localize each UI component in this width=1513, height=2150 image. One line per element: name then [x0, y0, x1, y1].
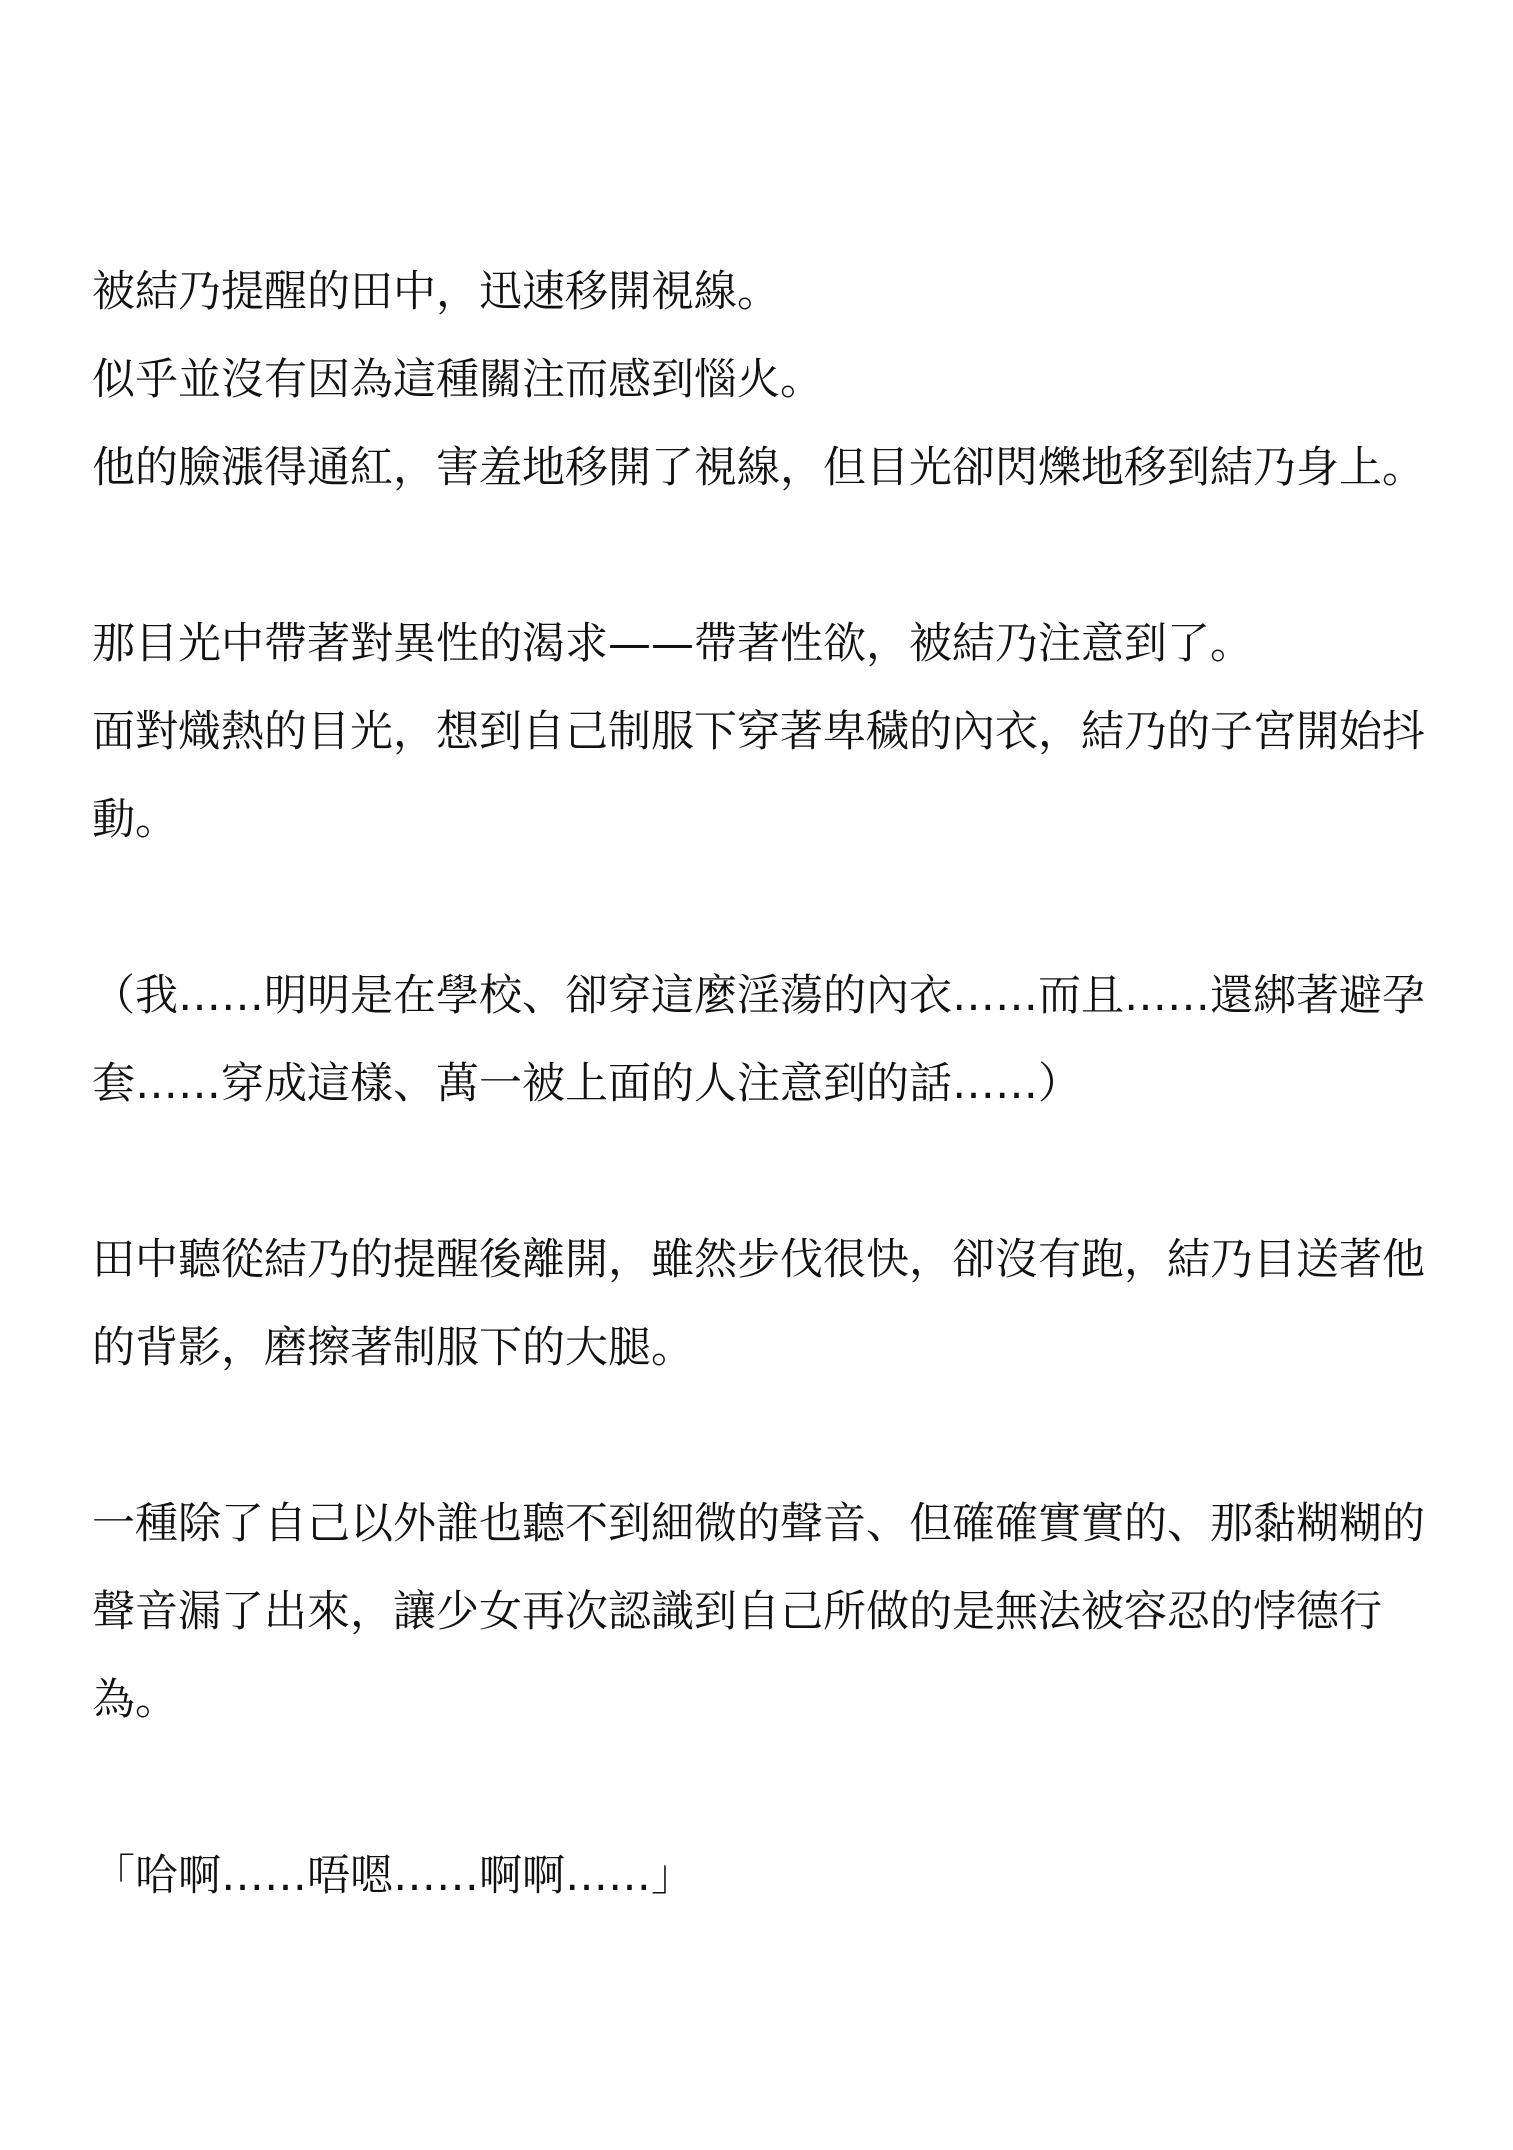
paragraph-gap: [92, 864, 1432, 952]
paragraph: 一種除了自己以外誰也聽不到細微的聲音、但確確實實的、那黏糊糊的聲音漏了出來，讓少女再次認識到自己所做的是無法被容忍的悖德行為。: [92, 1499, 1425, 1725]
dialogue-line: 「哈啊……唔嗯……啊啊……」: [92, 1851, 694, 1901]
paragraph: 似乎並沒有因為這種關注而感到惱火。: [92, 355, 823, 405]
paragraph-gap: [92, 1128, 1432, 1216]
paragraph: 面對熾熱的目光，想到自己制服下穿著卑穢的內衣，結乃的子宮開始抖動。: [92, 707, 1425, 845]
paragraph: 田中聽從結乃的提醒後離開，雖然步伐很快，卻沒有跑，結乃目送著他的背影，磨擦著制服下的大腿。: [92, 1235, 1425, 1373]
text-body: [92, 248, 1432, 1920]
paragraph-gap: [92, 512, 1432, 600]
paragraph-gap: [92, 1392, 1432, 1480]
paragraph-gap: [92, 1744, 1432, 1832]
paragraph: 他的臉漲得通紅，害羞地移開了視線，但目光卻閃爍地移到結乃身上。: [92, 443, 1425, 493]
paragraph: 那目光中帶著對異性的渴求——帶著性欲，被結乃注意到了。: [92, 619, 1253, 669]
paragraph: 被結乃提醒的田中，迅速移開視線。: [92, 267, 780, 317]
inner-monologue: （我……明明是在學校、卻穿這麼淫蕩的內衣……而且……還綁著避孕套……穿成這樣、萬一被上面的人注意到的話……）: [92, 971, 1425, 1109]
